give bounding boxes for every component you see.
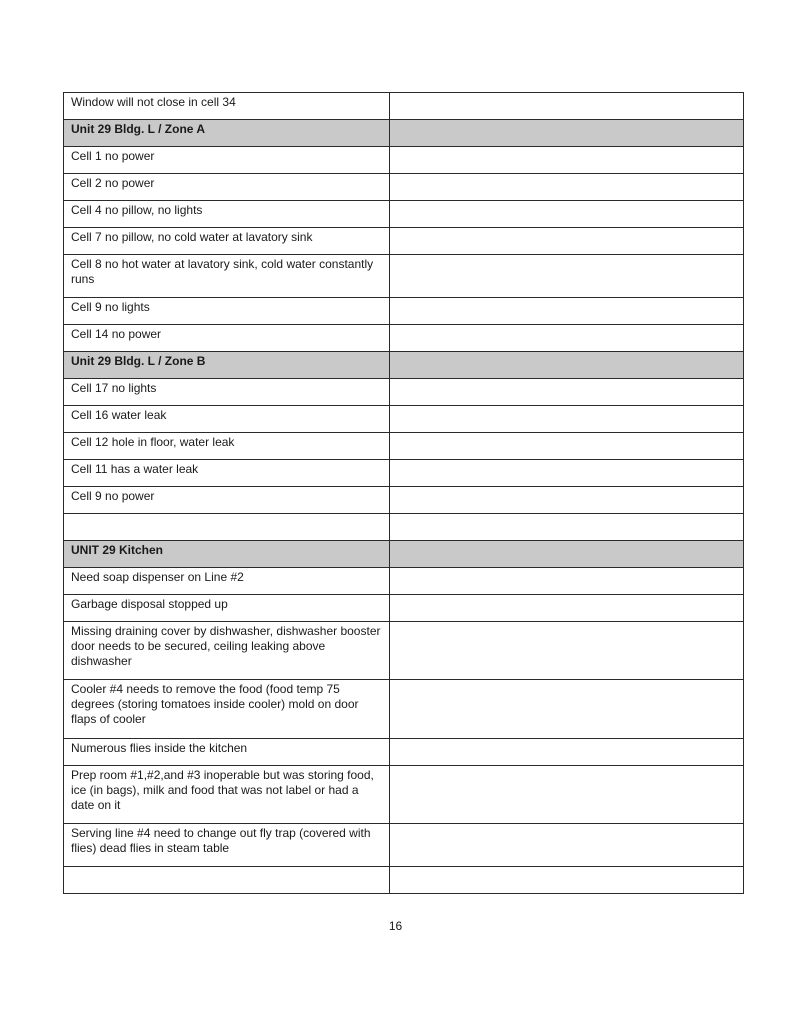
finding-cell: Cell 9 no lights xyxy=(64,298,390,325)
notes-cell xyxy=(390,622,744,680)
table-row xyxy=(64,201,744,228)
notes-cell xyxy=(390,406,744,433)
table-row xyxy=(64,568,744,595)
notes-cell xyxy=(390,487,744,514)
section-title: Unit 29 Bldg. L / Zone A xyxy=(64,120,390,147)
notes-cell xyxy=(390,680,744,739)
notes-cell xyxy=(390,739,744,766)
table-row xyxy=(64,680,744,739)
section-header-row xyxy=(64,120,744,147)
section-shade-cell xyxy=(390,120,744,147)
notes-cell xyxy=(390,201,744,228)
table-row xyxy=(64,406,744,433)
finding-cell: Numerous flies inside the kitchen xyxy=(64,739,390,766)
notes-cell xyxy=(390,867,744,894)
finding-cell: Need soap dispenser on Line #2 xyxy=(64,568,390,595)
table-row xyxy=(64,325,744,352)
finding-cell: Cell 4 no pillow, no lights xyxy=(64,201,390,228)
table-row xyxy=(64,255,744,298)
table-row xyxy=(64,824,744,867)
notes-cell xyxy=(390,824,744,867)
inspection-table-body xyxy=(64,93,744,894)
notes-cell xyxy=(390,298,744,325)
finding-cell: Cell 12 hole in floor, water leak xyxy=(64,433,390,460)
finding-cell: Garbage disposal stopped up xyxy=(64,595,390,622)
finding-cell: Cell 14 no power xyxy=(64,325,390,352)
finding-cell xyxy=(64,867,390,894)
section-title: UNIT 29 Kitchen xyxy=(64,541,390,568)
table-row xyxy=(64,460,744,487)
notes-cell xyxy=(390,595,744,622)
table-row xyxy=(64,174,744,201)
notes-cell xyxy=(390,325,744,352)
table-row xyxy=(64,739,744,766)
page-number: 16 xyxy=(388,919,403,933)
table-row xyxy=(64,433,744,460)
empty-row xyxy=(64,514,744,541)
finding-cell: Cooler #4 needs to remove the food (food temp 75 degrees (storing tomatoes inside cooler) mold on door flaps of cooler xyxy=(64,680,390,739)
finding-cell: Missing draining cover by dishwasher, dishwasher booster door needs to be secured, ceiling leaking above dishwasher xyxy=(64,622,390,680)
table-row xyxy=(64,595,744,622)
notes-cell xyxy=(390,766,744,824)
finding-cell: Cell 1 no power xyxy=(64,147,390,174)
notes-cell xyxy=(390,568,744,595)
notes-cell xyxy=(390,174,744,201)
notes-cell xyxy=(390,147,744,174)
table-row xyxy=(64,487,744,514)
finding-cell: Serving line #4 need to change out fly trap (covered with flies) dead flies in steam table xyxy=(64,824,390,867)
table-row xyxy=(64,228,744,255)
finding-cell: Cell 7 no pillow, no cold water at lavatory sink xyxy=(64,228,390,255)
table-row xyxy=(64,93,744,120)
finding-cell: Window will not close in cell 34 xyxy=(64,93,390,120)
finding-cell: Cell 11 has a water leak xyxy=(64,460,390,487)
table-row xyxy=(64,298,744,325)
notes-cell xyxy=(390,379,744,406)
empty-row xyxy=(64,867,744,894)
table-row xyxy=(64,147,744,174)
finding-cell: Cell 16 water leak xyxy=(64,406,390,433)
section-shade-cell xyxy=(390,352,744,379)
notes-cell xyxy=(390,514,744,541)
table-row xyxy=(64,766,744,824)
notes-cell xyxy=(390,255,744,298)
finding-cell xyxy=(64,514,390,541)
section-header-row xyxy=(64,541,744,568)
finding-cell: Cell 9 no power xyxy=(64,487,390,514)
notes-cell xyxy=(390,228,744,255)
inspection-table xyxy=(63,92,744,894)
finding-cell: Cell 2 no power xyxy=(64,174,390,201)
notes-cell xyxy=(390,460,744,487)
finding-cell: Cell 8 no hot water at lavatory sink, cold water constantly runs xyxy=(64,255,390,298)
section-header-row xyxy=(64,352,744,379)
finding-cell: Cell 17 no lights xyxy=(64,379,390,406)
table-row xyxy=(64,622,744,680)
section-title: Unit 29 Bldg. L / Zone B xyxy=(64,352,390,379)
notes-cell xyxy=(390,93,744,120)
finding-cell: Prep room #1,#2,and #3 inoperable but was storing food, ice (in bags), milk and food that was not label or had a date on it xyxy=(64,766,390,824)
notes-cell xyxy=(390,433,744,460)
section-shade-cell xyxy=(390,541,744,568)
table-row xyxy=(64,379,744,406)
